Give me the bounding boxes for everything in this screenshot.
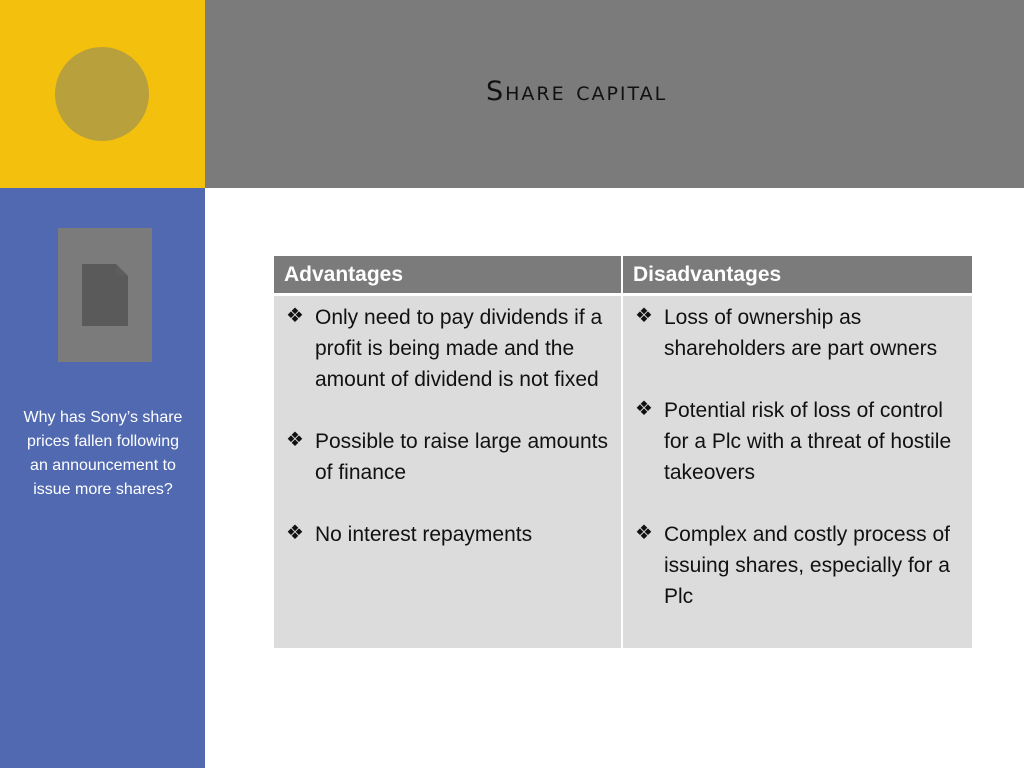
table-row	[274, 296, 972, 648]
sidebar-question: Why has Sony’s share prices fallen following an announcement to issue more shares?	[23, 409, 183, 498]
decorative-circle	[55, 47, 149, 141]
list-item	[286, 302, 611, 395]
advantage-text: Possible to raise large amounts of finance	[315, 430, 608, 484]
accent-block	[0, 0, 205, 188]
disadvantages-list	[635, 302, 962, 612]
disadvantages-header: Disadvantages	[623, 256, 972, 296]
diamond-bullet-icon: ❖	[286, 522, 304, 544]
advantages-list	[286, 302, 611, 550]
image-placeholder	[58, 228, 152, 362]
diamond-bullet-icon: ❖	[286, 305, 304, 327]
table-header-row	[274, 256, 972, 296]
sidebar	[0, 188, 205, 768]
list-item	[635, 395, 962, 488]
disadvantage-text: Potential risk of loss of control for a Plc with a threat of hostile takeovers	[664, 399, 952, 484]
list-item	[286, 519, 611, 550]
advantages-cell	[274, 296, 623, 648]
list-item	[635, 302, 962, 364]
diamond-bullet-icon: ❖	[635, 398, 653, 420]
disadvantage-text: Loss of ownership as shareholders are part owners	[664, 306, 938, 360]
diamond-bullet-icon: ❖	[635, 522, 653, 544]
disadvantage-text: Complex and costly process of issuing shares, especially for a Plc	[664, 523, 950, 608]
disadvantages-cell	[623, 296, 972, 648]
slide-title: Share capital	[486, 76, 668, 107]
diamond-bullet-icon: ❖	[635, 305, 653, 327]
comparison-table	[274, 256, 972, 648]
advantage-text: No interest repayments	[315, 523, 533, 546]
document-icon	[82, 264, 128, 326]
diamond-bullet-icon: ❖	[286, 429, 304, 451]
advantage-text: Only need to pay dividends if a profit is being made and the amount of dividend is not fixed	[315, 306, 603, 391]
list-item	[286, 426, 611, 488]
advantages-header: Advantages	[274, 256, 623, 296]
list-item	[635, 519, 962, 612]
